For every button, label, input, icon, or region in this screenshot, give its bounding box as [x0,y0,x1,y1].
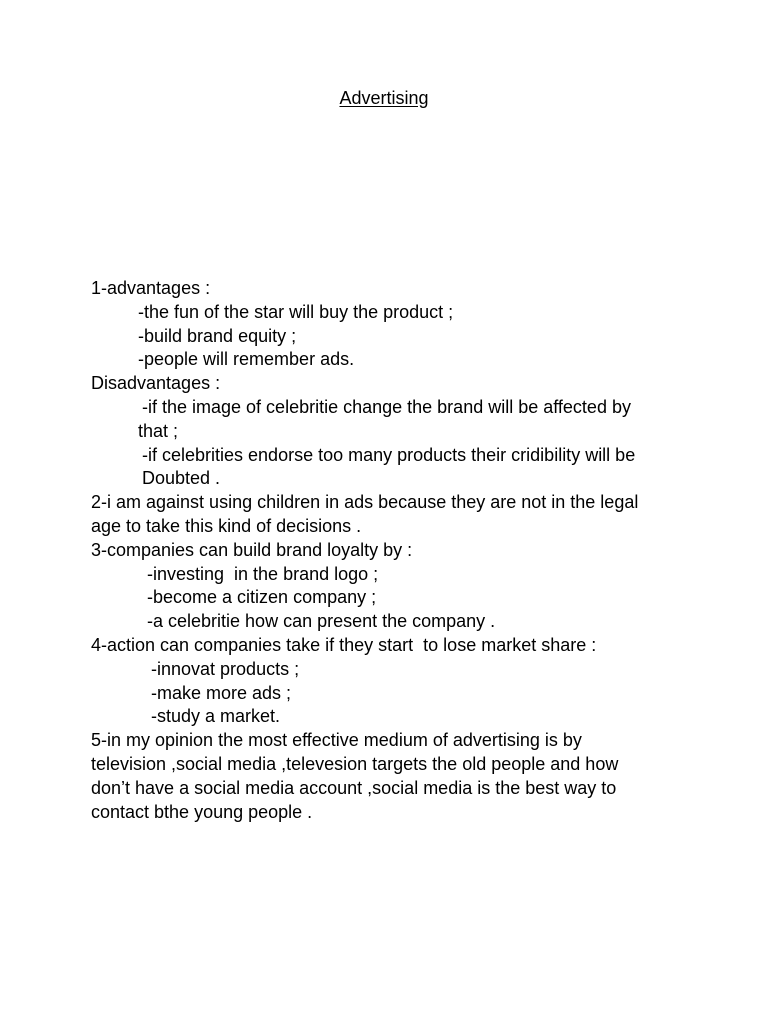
list-item-continuation: Doubted . [142,468,221,489]
list-item: -investing in the brand logo ; [147,563,379,584]
section-heading-disadvantages: Disadvantages : [91,373,221,394]
paragraph-line: television ,social media ,televesion targets the old people and how [91,753,619,774]
document-title: Advertising [339,88,429,108]
list-item: -people will remember ads. [138,349,355,370]
list-item: -study a market. [151,706,281,727]
paragraph-line: contact bthe young people . [91,801,313,822]
list-item: -innovat products ; [151,658,300,679]
list-item: -a celebritie how can present the company . [147,611,496,632]
section-heading-brand-loyalty: 3-companies can build brand loyalty by : [91,539,413,560]
paragraph-line: age to take this kind of decisions . [91,515,362,536]
list-item: -become a citizen company ; [147,587,377,608]
list-item: -if the image of celebritie change the brand will be affected by [142,396,631,417]
section-heading-market-share: 4-action can companies take if they start to lose market share : [91,634,597,655]
list-item-continuation: that ; [138,420,179,441]
paragraph-line: 2-i am against using children in ads because they are not in the legal [91,492,639,513]
paragraph-line: don’t have a social media account ,social media is the best way to [91,777,617,798]
document-body [91,277,691,824]
list-item: -make more ads ; [151,682,292,703]
list-item: -if celebrities endorse too many products their cridibility will be [142,444,636,465]
section-heading-advantages: 1-advantages : [91,278,211,298]
list-item: -the fun of the star will buy the product ; [138,301,454,322]
list-item: -build brand equity ; [138,325,297,346]
paragraph-line: 5-in my opinion the most effective medium of advertising is by [91,730,582,751]
